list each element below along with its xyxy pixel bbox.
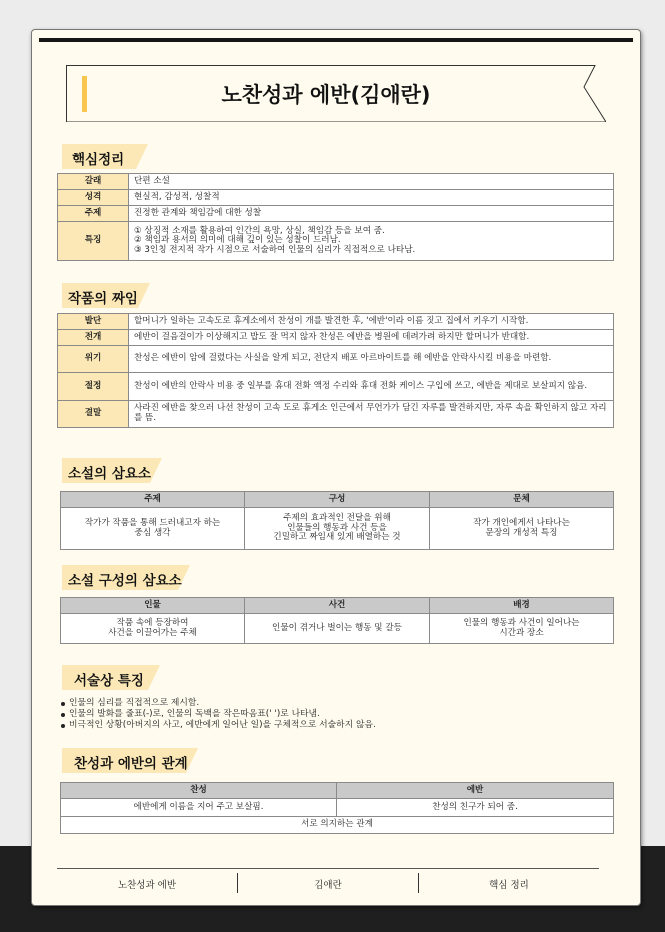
table-key: 위기 xyxy=(58,346,129,373)
table-row xyxy=(58,314,614,330)
table-value: 할머니가 일하는 고속도로 휴게소에서 찬성이 개를 발견한 후, '에반'이라 이름 짓고 집에서 키우기 시작함. xyxy=(129,314,614,330)
table-row xyxy=(61,799,614,817)
cell-line: 인물들의 행동과 사건 등을 xyxy=(287,522,387,533)
table-cell xyxy=(61,614,245,644)
section-heading-text: 찬성과 에반의 관계 xyxy=(74,756,188,772)
table-cell xyxy=(61,508,245,550)
page-footer xyxy=(57,873,599,895)
cell-line: 문장의 개성적 특징 xyxy=(485,527,558,538)
table-row xyxy=(61,817,614,834)
footer-title: 노찬성과 에반 xyxy=(117,880,177,891)
cell-line: 작품 속에 등장하여 xyxy=(116,617,189,628)
column-header: 주제 xyxy=(61,492,245,508)
cell-line: 작가 개인에게서 나타나는 xyxy=(473,517,570,528)
top-rule xyxy=(39,38,633,42)
composition-elements-table xyxy=(60,597,614,644)
table-row xyxy=(58,222,614,261)
table-value: 진정한 관계와 책임감에 대한 성찰 xyxy=(129,206,614,222)
section-heading-text: 작품의 짜임 xyxy=(68,291,138,307)
section-heading-text: 서술상 특징 xyxy=(74,673,144,689)
table-value: 찬성이 에반의 안락사 비용 중 일부를 휴대 전화 액정 수리와 휴대 전화 케이스 구입에 쓰고, 에반을 제대로 보살피지 않음. xyxy=(129,373,614,401)
table-cell xyxy=(245,614,430,644)
table-row xyxy=(58,330,614,346)
table-row xyxy=(58,346,614,373)
cell-line: 주제의 효과적인 전달을 위해 xyxy=(283,513,391,524)
section-heading-text: 소설 구성의 삼요소 xyxy=(68,573,182,589)
table-cell-merged: 서로 의지하는 관계 xyxy=(61,817,614,834)
table-value: 현실적, 감성적, 성찰적 xyxy=(129,190,614,206)
table-row xyxy=(61,614,614,644)
cell-line: 인물이 겪거나 벌이는 행동 및 갈등 xyxy=(272,622,402,633)
relationship-table xyxy=(60,782,614,834)
column-header: 구성 xyxy=(245,492,430,508)
title-banner xyxy=(66,65,606,122)
table-value: 에반이 걸음걸이가 이상해지고 밥도 잘 먹지 않자 찬성은 에반을 병원에 데려가려 하지만 할머니가 반대함. xyxy=(129,330,614,346)
feature-line: ① 상징적 소재를 활용하여 인간의 욕망, 상실, 책임감 등을 보여 줌. xyxy=(134,225,385,236)
cell-line: 시간과 장소 xyxy=(499,627,544,638)
feature-line: ② 책임과 용서의 의미에 대해 깊이 있는 성찰이 드러남. xyxy=(134,235,341,246)
table-value xyxy=(129,222,614,261)
cell-line: 작가가 작품을 통해 드러내고자 하는 xyxy=(84,517,221,528)
table-key: 절정 xyxy=(58,373,129,401)
document-page xyxy=(31,29,641,906)
cell-line: 인물의 행동과 사건이 일어나는 xyxy=(463,617,580,628)
column-header: 에반 xyxy=(337,783,614,799)
table-header-row xyxy=(61,783,614,799)
cell-line: 긴밀하고 짜임새 있게 배열하는 것 xyxy=(273,532,401,543)
table-header-row xyxy=(61,492,614,508)
table-key: 성격 xyxy=(58,190,129,206)
table-cell xyxy=(430,508,614,550)
narrative-bullet-list xyxy=(60,698,376,731)
summary-table xyxy=(57,173,614,261)
table-row xyxy=(58,373,614,401)
table-row xyxy=(58,401,614,428)
cell-line: 중심 생각 xyxy=(134,527,171,538)
table-key: 주제 xyxy=(58,206,129,222)
table-cell xyxy=(245,508,430,550)
table-row xyxy=(58,174,614,190)
table-cell: 찬성의 친구가 되어 줌. xyxy=(337,799,614,817)
table-value: 사라진 에반을 찾으러 나선 찬성이 고속 도로 휴게소 인근에서 무언가가 담긴 자루를 발견하지만, 자루 속을 확인하지 않고 자리를 뜸. xyxy=(129,401,614,428)
cell-line: 사건을 이끌어가는 주체 xyxy=(108,627,197,638)
table-key: 갈래 xyxy=(58,174,129,190)
table-row xyxy=(58,190,614,206)
list-item: 비극적인 상황(아버지의 사고, 에반에게 일어난 일)을 구체적으로 서술하지 않음. xyxy=(60,720,376,731)
table-cell: 에반에게 이름을 지어 주고 보살핌. xyxy=(61,799,337,817)
feature-line: ③ 3인칭 전지적 작가 시점으로 서술하여 인물의 심리가 직접적으로 나타남. xyxy=(134,244,416,255)
table-key: 특징 xyxy=(58,222,129,261)
table-row xyxy=(61,508,614,550)
structure-table xyxy=(57,313,614,428)
table-header-row xyxy=(61,598,614,614)
table-cell xyxy=(430,614,614,644)
page-title: 노찬성과 에반(김애란) xyxy=(221,82,431,107)
footer-rule xyxy=(57,868,599,869)
table-row xyxy=(58,206,614,222)
section-heading-text: 핵심정리 xyxy=(72,152,125,168)
table-key: 결말 xyxy=(58,401,129,428)
footer-section: 핵심 정리 xyxy=(489,880,529,891)
section-heading-text: 소설의 삼요소 xyxy=(68,466,151,482)
table-value: 찬성은 에반이 암에 걸렸다는 사실을 알게 되고, 전단지 배포 아르바이트를 해 에반을 안락사시킬 비용을 마련함. xyxy=(129,346,614,373)
table-value: 단편 소설 xyxy=(129,174,614,190)
column-header: 인물 xyxy=(61,598,245,614)
column-header: 사건 xyxy=(245,598,430,614)
footer-author: 김애란 xyxy=(314,880,342,891)
three-elements-table xyxy=(60,491,614,550)
column-header: 문체 xyxy=(430,492,614,508)
column-header: 찬성 xyxy=(61,783,337,799)
column-header: 배경 xyxy=(430,598,614,614)
list-item: 인물의 발화를 줄표(-)로, 인물의 독백을 작은따옴표(' ')로 나타냄. xyxy=(60,709,376,720)
table-key: 전개 xyxy=(58,330,129,346)
list-item: 인물의 심리를 직접적으로 제시함. xyxy=(60,698,376,709)
table-key: 발단 xyxy=(58,314,129,330)
